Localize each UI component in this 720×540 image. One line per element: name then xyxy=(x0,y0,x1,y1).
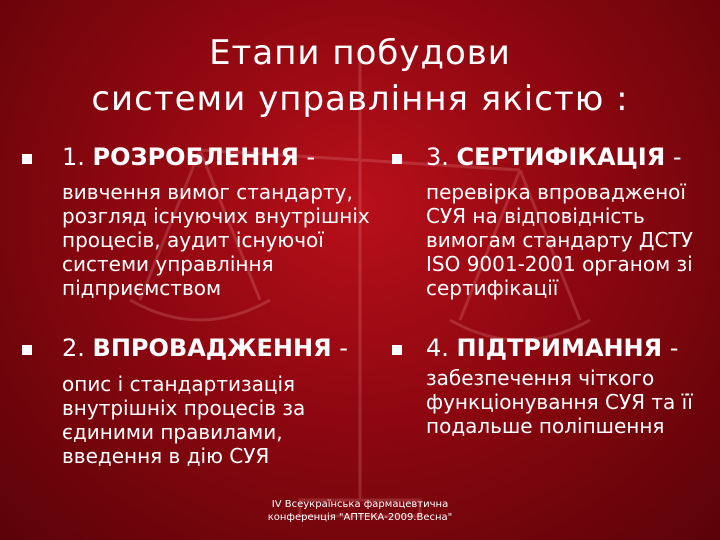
stage-3-dash: - xyxy=(672,143,682,171)
slide-title xyxy=(40,30,680,122)
stage-1-number: 1. xyxy=(62,143,85,171)
footer-line-2: конференція "АПТЕКА-2009.Весна" xyxy=(267,512,453,523)
stage-2-description: опис і стандартизація внутрішніх процесів за єдиними правилами, введення в дію СУЯ xyxy=(62,372,306,468)
conference-footer xyxy=(250,498,470,524)
stage-1-name: РОЗРОБЛЕННЯ xyxy=(92,143,299,171)
stage-3-heading xyxy=(426,142,682,172)
slide-title-line-1: Етапи побудови xyxy=(209,33,511,73)
stage-4-name: ПІДТРИМАННЯ xyxy=(456,334,663,362)
stage-1-heading xyxy=(62,142,315,172)
stage-3-name: СЕРТИФІКАЦІЯ xyxy=(456,143,666,171)
stage-3-description: перевірка впровадженої СУЯ на відповідність вимогам стандарту ДСТУ ISO 9001-2001 органом зі сертифікації xyxy=(426,180,693,300)
stage-1-dash: - xyxy=(306,143,316,171)
stage-4-description: забезпечення чіткого функціонування СУЯ та її подальше поліпшення xyxy=(426,366,693,438)
square-bullet-icon xyxy=(22,345,32,355)
footer-line-1: IV Всеукраїнська фармацевтична xyxy=(271,499,449,510)
stage-2-dash: - xyxy=(339,334,348,362)
square-bullet-icon xyxy=(22,154,32,164)
stage-2-number: 2. xyxy=(62,334,85,362)
stage-2-heading xyxy=(62,333,348,363)
stage-4-heading xyxy=(426,333,678,363)
stage-3-number: 3. xyxy=(426,143,449,171)
slide-title-line-2: системи управління якістю : xyxy=(91,79,629,119)
square-bullet-icon xyxy=(392,345,402,355)
stage-4-number: 4. xyxy=(426,334,449,362)
square-bullet-icon xyxy=(392,154,402,164)
stage-4-dash: - xyxy=(669,334,679,362)
stage-2-name: ВПРОВАДЖЕННЯ xyxy=(92,334,332,362)
stage-1-description: вивчення вимог стандарту, розгляд існуючих внутрішніх процесів, аудит існуючої системи управління підприємством xyxy=(62,180,370,300)
